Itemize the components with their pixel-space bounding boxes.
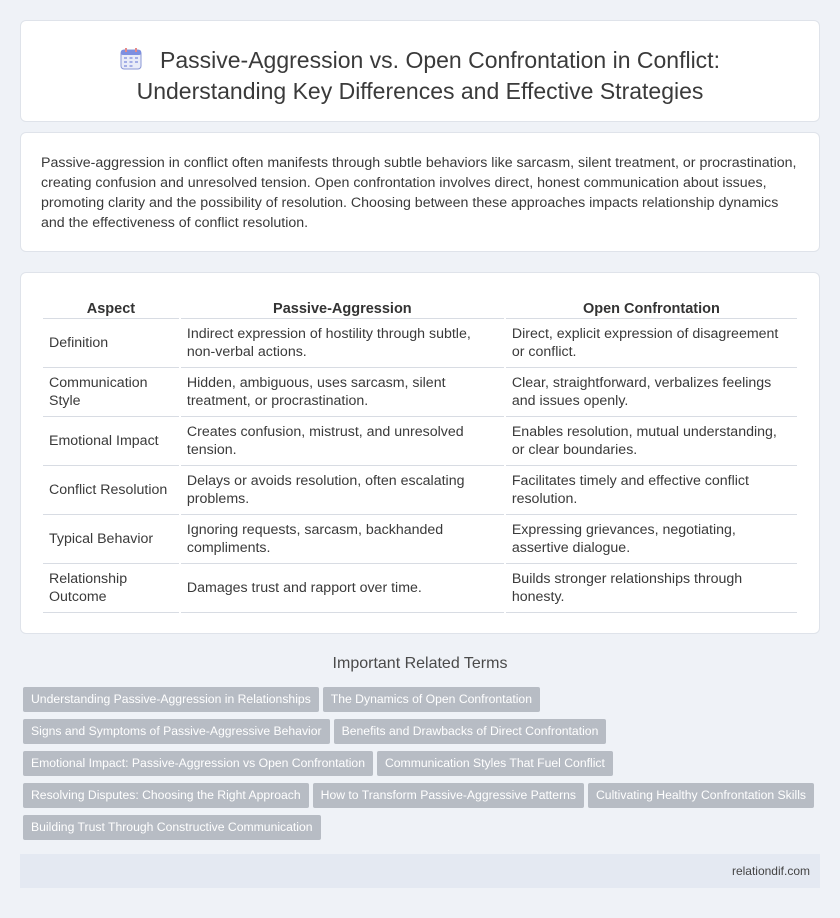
- row-aspect: Typical Behavior: [43, 515, 179, 564]
- title-line-1: Passive-Aggression vs. Open Confrontation in Conflict:: [160, 47, 720, 73]
- row-aspect: Conflict Resolution: [43, 466, 179, 515]
- title-card: [20, 20, 820, 122]
- row-aspect: Relationship Outcome: [43, 564, 179, 613]
- title-line-2: Understanding Key Differences and Effective Strategies: [136, 78, 704, 104]
- row-open: Clear, straightforward, verbalizes feelings and issues openly.: [506, 368, 797, 417]
- related-terms-list: [23, 687, 823, 847]
- table-row: [43, 515, 797, 564]
- table-row: [43, 319, 797, 368]
- row-open: Facilitates timely and effective conflict resolution.: [506, 466, 797, 515]
- row-open: Builds stronger relationships through honesty.: [506, 564, 797, 613]
- header-passive-aggression: Passive-Aggression: [181, 295, 504, 319]
- table-row: [43, 417, 797, 466]
- row-open: Direct, explicit expression of disagreement or conflict.: [506, 319, 797, 368]
- row-passive: Damages trust and rapport over time.: [181, 564, 504, 613]
- related-terms-heading: Important Related Terms: [332, 655, 508, 672]
- table-row: [43, 368, 797, 417]
- footer-site-link[interactable]: relationdif.com: [731, 864, 810, 878]
- intro-card: [20, 132, 820, 252]
- row-passive: Hidden, ambiguous, uses sarcasm, silent treatment, or procrastination.: [181, 368, 504, 417]
- comparison-table: [41, 295, 799, 613]
- header-open-confrontation: Open Confrontation: [506, 295, 797, 319]
- related-term-tag[interactable]: Cultivating Healthy Confrontation Skills: [588, 783, 814, 808]
- calendar-icon: [120, 47, 142, 69]
- intro-paragraph: Passive-aggression in conflict often manifests through subtle behaviors like sarcasm, silent treatment, or procrastination, creating confusion and unresolved tension. Open confrontation involves direct, honest communication about issues, promoting clarity and the possibility of resolution. Choosing between these approaches impacts relationship dynamics and the effectiveness of conflict resolution.: [41, 155, 797, 231]
- related-term-tag[interactable]: Understanding Passive-Aggression in Relationships: [23, 687, 319, 712]
- table-row: [43, 564, 797, 613]
- table-header-row: [43, 295, 797, 319]
- related-term-tag[interactable]: Emotional Impact: Passive-Aggression vs Open Confrontation: [23, 751, 373, 776]
- row-aspect: Definition: [43, 319, 179, 368]
- row-aspect: Communication Style: [43, 368, 179, 417]
- footer: [20, 854, 820, 888]
- table-row: [43, 466, 797, 515]
- related-term-tag[interactable]: Signs and Symptoms of Passive-Aggressive Behavior: [23, 719, 330, 744]
- comparison-card: [20, 272, 820, 634]
- related-term-tag[interactable]: Benefits and Drawbacks of Direct Confrontation: [334, 719, 607, 744]
- related-term-tag[interactable]: Building Trust Through Constructive Communication: [23, 815, 321, 840]
- row-open: Enables resolution, mutual understanding, or clear boundaries.: [506, 417, 797, 466]
- page-title: [21, 45, 819, 107]
- related-term-tag[interactable]: Communication Styles That Fuel Conflict: [377, 751, 613, 776]
- header-aspect: Aspect: [43, 295, 179, 319]
- row-open: Expressing grievances, negotiating, assertive dialogue.: [506, 515, 797, 564]
- row-aspect: Emotional Impact: [43, 417, 179, 466]
- row-passive: Delays or avoids resolution, often escalating problems.: [181, 466, 504, 515]
- row-passive: Indirect expression of hostility through subtle, non-verbal actions.: [181, 319, 504, 368]
- row-passive: Creates confusion, mistrust, and unresolved tension.: [181, 417, 504, 466]
- related-term-tag[interactable]: The Dynamics of Open Confrontation: [323, 687, 540, 712]
- related-term-tag[interactable]: How to Transform Passive-Aggressive Patterns: [313, 783, 584, 808]
- row-passive: Ignoring requests, sarcasm, backhanded compliments.: [181, 515, 504, 564]
- related-term-tag[interactable]: Resolving Disputes: Choosing the Right Approach: [23, 783, 309, 808]
